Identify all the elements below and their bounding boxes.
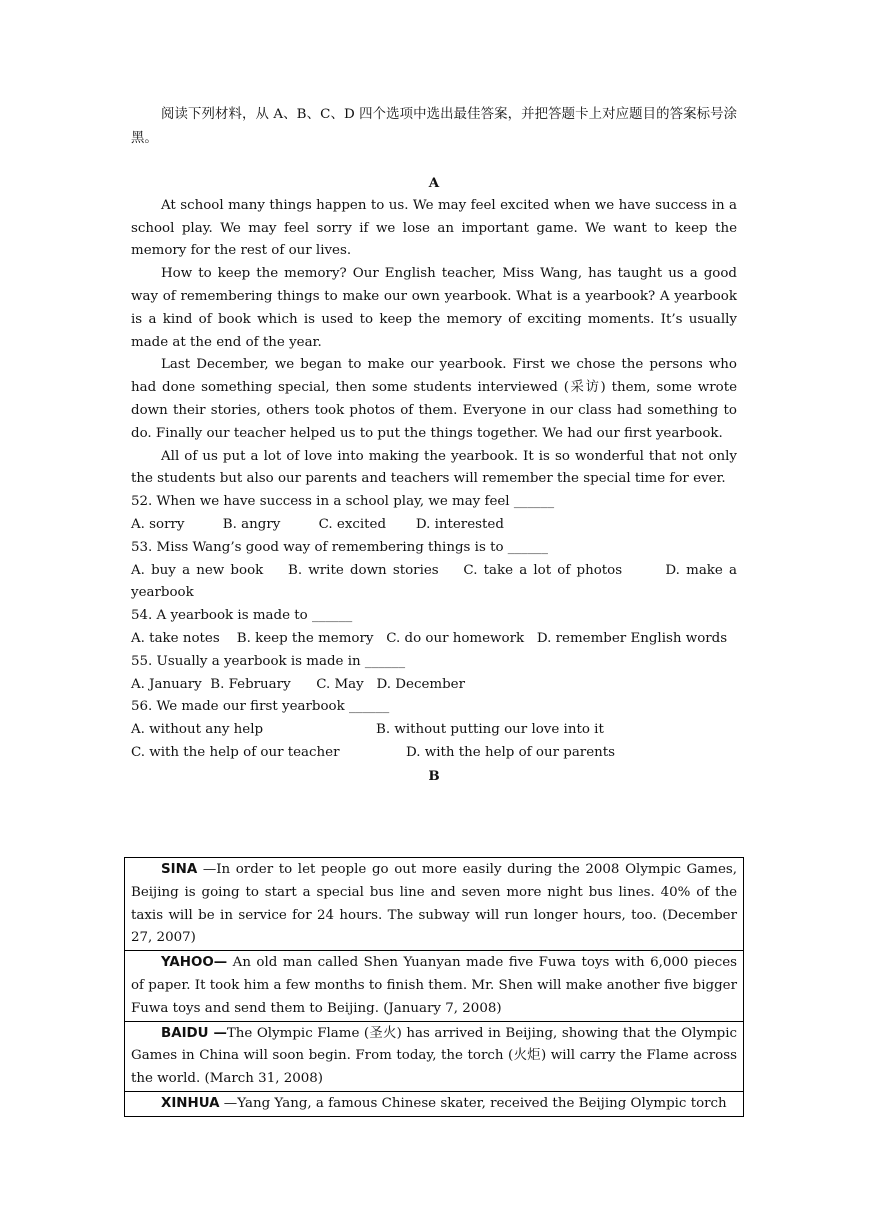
paragraph-3: Last December, we began to make our yearbook. First we chose the persons who had done something special, then some students interviewed (采访) them, some wrote down their stories, others took photos of them. Everyone in our class had something to do. Finally our teacher helped us to put the things together. We had our first yearbook.	[131, 357, 737, 441]
section-a-heading: A	[428, 175, 440, 191]
option-c[interactable]: C. excited	[318, 516, 387, 532]
question-53-options	[131, 560, 737, 606]
news-source: SINA	[161, 862, 198, 877]
news-text: An old man called Shen Yuanyan made five Fuwa toys with 6,000 pieces of paper. It took him a few months to finish them. Mr. Shen will make another five bigger Fuwa toys and send them to Beijing. (January 7, 2008)	[131, 955, 737, 1016]
option-c[interactable]: C. take a lot of photos	[463, 562, 623, 578]
paragraph-4: All of us put a lot of love into making the yearbook. It is so wonderful that not only the students but also our parents and teachers will remember the special time for ever.	[131, 448, 737, 487]
option-c[interactable]: C. with the help of our teacher	[131, 744, 340, 760]
question-54-stem: 54. A yearbook is made to ______	[131, 608, 353, 624]
news-cell	[125, 858, 744, 951]
news-cell	[125, 1091, 744, 1116]
option-b[interactable]: B. February	[210, 676, 291, 692]
option-a[interactable]: A. January	[131, 676, 202, 692]
option-b[interactable]: B. angry	[222, 516, 281, 532]
option-a[interactable]: A. buy a new book	[131, 562, 264, 578]
news-row-baidu	[125, 1021, 744, 1091]
news-source: XINHUA	[161, 1095, 220, 1111]
news-text: —Yang Yang, a famous Chinese skater, received the Beijing Olympic torch	[219, 1095, 727, 1111]
question-55-stem: 55. Usually a yearbook is made in ______	[131, 653, 406, 669]
document-page	[131, 103, 737, 788]
option-d[interactable]: D. remember English words	[536, 630, 728, 646]
news-text: —In order to let people go out more easily during the 2008 Olympic Games, Beijing is going to start a special bus line and seven more night bus lines. 40% of the taxis will be in service for 24 hours. The subway will run longer hours, too. (December 27, 2007)	[131, 862, 737, 946]
question-56-options-row-1	[131, 719, 737, 742]
news-row-yahoo	[125, 951, 744, 1021]
question-55-options	[131, 674, 737, 697]
question-54-options	[131, 628, 737, 651]
section-b-heading: B	[428, 767, 440, 784]
question-52-stem: 52. When we have success in a school play, we may feel ______	[131, 494, 555, 510]
option-a[interactable]: A. without any help	[131, 722, 264, 738]
option-d[interactable]: D. with the help of our parents	[406, 744, 615, 760]
news-row-sina	[125, 858, 744, 951]
news-row-xinhua	[125, 1091, 744, 1116]
news-cell	[125, 951, 744, 1021]
news-source: BAIDU —	[161, 1025, 227, 1041]
question-56-stem: 56. We made our first yearbook ______	[131, 699, 390, 715]
paragraph-1: At school many things happen to us. We may feel excited when we have success in a school play. We may feel sorry if we lose an important game. We want to keep the memory for the rest of our lives.	[131, 197, 737, 259]
paragraph-2: How to keep the memory? Our English teacher, Miss Wang, has taught us a good way of remembering things to make our own yearbook. What is a yearbook? A yearbook is a kind of book which is used to keep the memory of exciting moments. It’s usually made at the end of the year.	[131, 266, 737, 350]
question-53-stem: 53. Miss Wang’s good way of remembering things is to ______	[131, 539, 548, 555]
option-b[interactable]: B. write down stories	[288, 562, 439, 578]
news-cell	[125, 1021, 744, 1091]
option-a[interactable]: A. take notes	[131, 630, 220, 646]
option-b[interactable]: B. without putting our love into it	[376, 722, 604, 738]
news-table	[124, 857, 744, 1117]
option-a[interactable]: A. sorry	[131, 516, 185, 532]
question-56-options-row-2	[131, 742, 737, 765]
option-d[interactable]: D. December	[376, 676, 465, 692]
option-d[interactable]: D. make a yearbook	[131, 562, 738, 601]
option-b[interactable]: B. keep the memory	[236, 630, 374, 646]
question-52-options	[131, 514, 737, 537]
option-d[interactable]: D. interested	[415, 516, 504, 532]
news-source: YAHOO—	[161, 955, 228, 971]
option-c[interactable]: C. May	[316, 676, 364, 692]
instructions: 阅读下列材料，从 A、B、C、D 四个选项中选出最佳答案，并把答题卡上对应题目的答案标号涂黑。	[131, 107, 737, 146]
option-c[interactable]: C. do our homework	[386, 630, 525, 646]
news-text: The Olympic Flame (圣火) has arrived in Beijing, showing that the Olympic Games in China will soon begin. From today, the torch (火炬) will carry the Flame across the world. (March 31, 2008)	[131, 1025, 737, 1087]
